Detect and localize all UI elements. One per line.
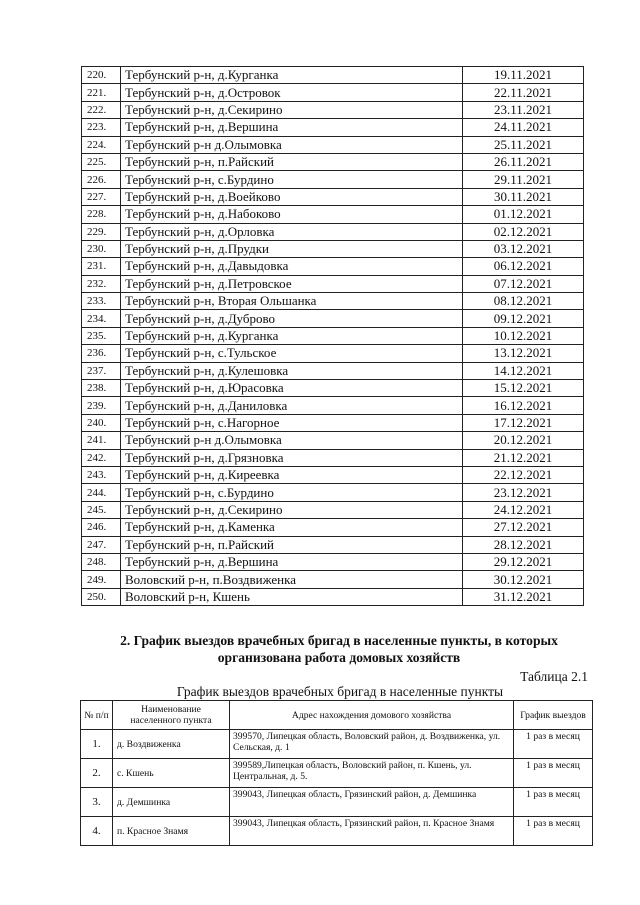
header-num: № п/п	[81, 701, 113, 730]
households-cell-address: 399043, Липецкая область, Грязинский район, п. Красное Знамя	[230, 817, 514, 846]
row-number: 224.	[82, 136, 121, 153]
header-schedule: График выездов	[514, 701, 593, 730]
settlement-name: Тербунский р-н, д.Юрасовка	[121, 380, 463, 397]
households-cell-name: д. Демшинка	[113, 788, 230, 817]
visit-date: 22.12.2021	[463, 466, 584, 483]
row-number: 225.	[82, 153, 121, 170]
visit-date: 07.12.2021	[463, 275, 584, 292]
visit-date: 08.12.2021	[463, 293, 584, 310]
row-number: 242.	[82, 449, 121, 466]
visit-date: 31.12.2021	[463, 588, 584, 605]
settlement-name: Тербунский р-н, д.Воейково	[121, 188, 463, 205]
visit-date: 20.12.2021	[463, 432, 584, 449]
schedule-row	[82, 449, 584, 466]
settlement-name: Воловский р-н, п.Воздвиженка	[121, 571, 463, 588]
row-number: 228.	[82, 206, 121, 223]
settlement-name: Воловский р-н, Кшень	[121, 588, 463, 605]
schedule-row	[82, 484, 584, 501]
visit-date: 03.12.2021	[463, 240, 584, 257]
schedule-table-body	[82, 67, 584, 606]
header-name: Наименование населенного пункта	[113, 701, 230, 730]
households-cell-name: с. Кшень	[113, 759, 230, 788]
row-number: 236.	[82, 345, 121, 362]
households-row	[81, 788, 593, 817]
schedule-row	[82, 362, 584, 379]
visit-date: 14.12.2021	[463, 362, 584, 379]
households-row	[81, 817, 593, 846]
schedule-row	[82, 171, 584, 188]
households-cell-num: 1.	[81, 730, 113, 759]
row-number: 244.	[82, 484, 121, 501]
visit-date: 29.12.2021	[463, 553, 584, 570]
settlement-name: Тербунский р-н, д.Даниловка	[121, 397, 463, 414]
visit-date: 25.11.2021	[463, 136, 584, 153]
households-cell-schedule: 1 раз в месяц	[514, 788, 593, 817]
row-number: 240.	[82, 414, 121, 431]
schedule-row	[82, 101, 584, 118]
visit-date: 13.12.2021	[463, 345, 584, 362]
visit-date: 26.11.2021	[463, 153, 584, 170]
header-address: Адрес нахождения домового хозяйства	[230, 701, 514, 730]
settlement-name: Тербунский р-н, д.Киреевка	[121, 466, 463, 483]
schedule-row	[82, 310, 584, 327]
settlement-name: Тербунский р-н д.Олымовка	[121, 432, 463, 449]
visit-date: 21.12.2021	[463, 449, 584, 466]
households-table	[80, 700, 593, 846]
schedule-row	[82, 206, 584, 223]
visit-date: 22.11.2021	[463, 84, 584, 101]
row-number: 248.	[82, 553, 121, 570]
schedule-row	[82, 258, 584, 275]
settlement-name: Тербунский р-н, п.Райский	[121, 153, 463, 170]
schedule-row	[82, 466, 584, 483]
row-number: 229.	[82, 223, 121, 240]
row-number: 222.	[82, 101, 121, 118]
settlement-name: Тербунский р-н, п.Райский	[121, 536, 463, 553]
visit-date: 28.12.2021	[463, 536, 584, 553]
section-heading: 2. График выездов врачебных бригад в населенные пункты, в которых организована работа домовых хозяйств	[120, 633, 558, 665]
settlement-name: Тербунский р-н, д.Курганка	[121, 67, 463, 84]
settlement-name: Тербунский р-н, д.Островок	[121, 84, 463, 101]
settlement-name: Тербунский р-н, д.Давыдовка	[121, 258, 463, 275]
schedule-row	[82, 571, 584, 588]
schedule-row	[82, 536, 584, 553]
visit-date: 30.12.2021	[463, 571, 584, 588]
row-number: 245.	[82, 501, 121, 518]
visit-date: 17.12.2021	[463, 414, 584, 431]
row-number: 226.	[82, 171, 121, 188]
schedule-row	[82, 327, 584, 344]
settlement-name: Тербунский р-н, с.Бурдино	[121, 171, 463, 188]
settlement-name: Тербунский р-н, д.Орловка	[121, 223, 463, 240]
schedule-row	[82, 136, 584, 153]
row-number: 232.	[82, 275, 121, 292]
households-cell-name: п. Красное Знамя	[113, 817, 230, 846]
row-number: 234.	[82, 310, 121, 327]
settlement-name: Тербунский р-н д.Олымовка	[121, 136, 463, 153]
visit-date: 24.12.2021	[463, 501, 584, 518]
settlement-name: Тербунский р-н, д.Петровское	[121, 275, 463, 292]
settlement-name: Тербунский р-н, д.Вершина	[121, 119, 463, 136]
households-cell-num: 2.	[81, 759, 113, 788]
settlement-name: Тербунский р-н, Вторая Ольшанка	[121, 293, 463, 310]
households-cell-address: 399589,Липецкая область, Воловский район, п. Кшень, ул. Центральная, д. 5.	[230, 759, 514, 788]
households-table-body	[81, 730, 593, 846]
settlement-name: Тербунский р-н, д.Секирино	[121, 101, 463, 118]
visit-date: 06.12.2021	[463, 258, 584, 275]
schedule-row	[82, 501, 584, 518]
schedule-row	[82, 119, 584, 136]
settlement-name: Тербунский р-н, д.Набоково	[121, 206, 463, 223]
households-row	[81, 730, 593, 759]
settlement-name: Тербунский р-н, с.Бурдино	[121, 484, 463, 501]
settlement-name: Тербунский р-н, д.Грязновка	[121, 449, 463, 466]
schedule-row	[82, 293, 584, 310]
schedule-row	[82, 153, 584, 170]
row-number: 249.	[82, 571, 121, 588]
row-number: 220.	[82, 67, 121, 84]
visit-date: 27.12.2021	[463, 519, 584, 536]
schedule-table	[81, 66, 584, 606]
visit-date: 02.12.2021	[463, 223, 584, 240]
table-title: График выездов врачебных бригад в населенные пункты	[176, 684, 504, 699]
settlement-name: Тербунский р-н, д.Секирино	[121, 501, 463, 518]
row-number: 250.	[82, 588, 121, 605]
row-number: 238.	[82, 380, 121, 397]
row-number: 223.	[82, 119, 121, 136]
schedule-row	[82, 223, 584, 240]
visit-date: 30.11.2021	[463, 188, 584, 205]
row-number: 227.	[82, 188, 121, 205]
households-row	[81, 759, 593, 788]
settlement-name: Тербунский р-н, с.Тульское	[121, 345, 463, 362]
schedule-row	[82, 275, 584, 292]
row-number: 221.	[82, 84, 121, 101]
households-cell-address: 399043, Липецкая область, Грязинский район, д. Демшинка	[230, 788, 514, 817]
table-label: Таблица 2.1	[520, 669, 588, 684]
schedule-row	[82, 588, 584, 605]
visit-date: 23.11.2021	[463, 101, 584, 118]
row-number: 243.	[82, 466, 121, 483]
visit-date: 10.12.2021	[463, 327, 584, 344]
visit-date: 24.11.2021	[463, 119, 584, 136]
row-number: 230.	[82, 240, 121, 257]
visit-date: 09.12.2021	[463, 310, 584, 327]
schedule-row	[82, 414, 584, 431]
visit-date: 16.12.2021	[463, 397, 584, 414]
settlement-name: Тербунский р-н, д.Каменка	[121, 519, 463, 536]
settlement-name: Тербунский р-н, д.Кулешовка	[121, 362, 463, 379]
schedule-row	[82, 380, 584, 397]
schedule-row	[82, 553, 584, 570]
row-number: 239.	[82, 397, 121, 414]
row-number: 237.	[82, 362, 121, 379]
schedule-row	[82, 397, 584, 414]
row-number: 235.	[82, 327, 121, 344]
schedule-row	[82, 188, 584, 205]
visit-date: 19.11.2021	[463, 67, 584, 84]
row-number: 241.	[82, 432, 121, 449]
households-cell-num: 3.	[81, 788, 113, 817]
settlement-name: Тербунский р-н, д.Вершина	[121, 553, 463, 570]
households-cell-name: д. Воздвиженка	[113, 730, 230, 759]
households-cell-num: 4.	[81, 817, 113, 846]
households-cell-schedule: 1 раз в месяц	[514, 817, 593, 846]
settlement-name: Тербунский р-н, д.Дуброво	[121, 310, 463, 327]
households-cell-schedule: 1 раз в месяц	[514, 730, 593, 759]
schedule-row	[82, 519, 584, 536]
visit-date: 29.11.2021	[463, 171, 584, 188]
visit-date: 23.12.2021	[463, 484, 584, 501]
settlement-name: Тербунский р-н, д.Курганка	[121, 327, 463, 344]
row-number: 246.	[82, 519, 121, 536]
row-number: 247.	[82, 536, 121, 553]
schedule-row	[82, 84, 584, 101]
schedule-row	[82, 240, 584, 257]
schedule-row	[82, 67, 584, 84]
schedule-row	[82, 432, 584, 449]
households-cell-schedule: 1 раз в месяц	[514, 759, 593, 788]
visit-date: 01.12.2021	[463, 206, 584, 223]
row-number: 231.	[82, 258, 121, 275]
visit-date: 15.12.2021	[463, 380, 584, 397]
settlement-name: Тербунский р-н, д.Прудки	[121, 240, 463, 257]
settlement-name: Тербунский р-н, с.Нагорное	[121, 414, 463, 431]
households-cell-address: 399570, Липецкая область, Воловский район, д. Воздвиженка, ул. Сельская, д. 1	[230, 730, 514, 759]
row-number: 233.	[82, 293, 121, 310]
households-header-row	[81, 701, 593, 730]
schedule-row	[82, 345, 584, 362]
